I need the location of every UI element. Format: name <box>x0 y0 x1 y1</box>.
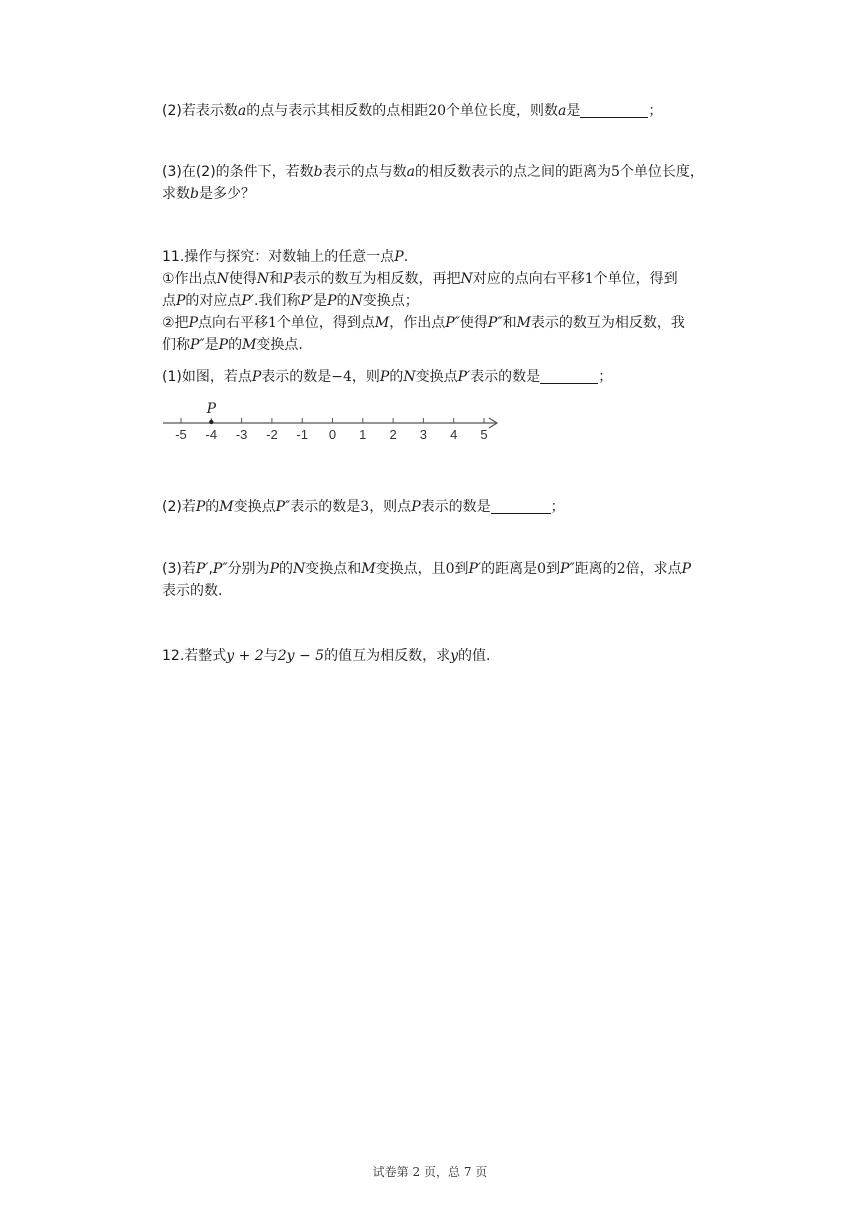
q11-part1: (1)如图，若点P表示的数是−4，则P的N变换点P′表示的数是 ； <box>162 369 613 385</box>
q11-rule2-line2: 们称P″是P的M变换点. <box>162 337 303 353</box>
answer-blank <box>540 369 598 384</box>
q10-part2: (2)若表示数a的点与表示其相反数的点相距20个单位长度，则数a是 ； <box>162 103 663 119</box>
tick-label: 5 <box>480 427 488 442</box>
q12: 12.若整式y + 2与2y − 5的值互为相反数，求y的值. <box>162 648 491 664</box>
tick-label: 4 <box>450 427 458 442</box>
q10-part3-line2: 求数b是多少？ <box>162 186 255 202</box>
q11-part3-line2: 表示的数. <box>162 583 223 599</box>
tick-label: 1 <box>359 427 367 442</box>
q11-rule1: ①作出点N使得N和P表示的数互为相反数，再把N对应的点向右平移1个单位，得到 <box>162 271 678 287</box>
point-p-label: P <box>206 401 217 417</box>
page-footer: 试卷第 2 页，总 7 页 <box>372 1165 488 1179</box>
point-p-marker <box>209 420 213 424</box>
answer-blank <box>580 103 648 118</box>
tick-label: -2 <box>266 427 278 442</box>
answer-blank <box>491 499 551 514</box>
q11-rule2: ②把P点向右平移1个单位，得到点M，作出点P″使得P″和M表示的数互为相反数，我 <box>162 315 685 331</box>
tick-label: -1 <box>296 427 308 442</box>
tick-label: 2 <box>389 427 397 442</box>
q11-part3: (3)若P′,P″分别为P的N变换点和M变换点，且0到P′的距离是0到P″距离的2倍，求点P <box>162 561 692 577</box>
tick-label: -3 <box>235 427 248 442</box>
q10-part3: (3)在(2)的条件下，若数b表示的点与数a的相反数表示的点之间的距离为5个单位长度， <box>162 164 704 180</box>
q11-intro: 11.操作与探究：对数轴上的任意一点P. <box>162 249 409 265</box>
tick-label: 0 <box>328 427 337 442</box>
tick-label: -4 <box>205 427 218 442</box>
q11-part2: (2)若P的M变换点P″表示的数是3，则点P表示的数是 ； <box>162 499 565 515</box>
number-line-figure <box>160 395 505 447</box>
tick-label: -5 <box>175 427 187 442</box>
q11-rule1-line2: 点P的对应点P′.我们称P′是P的N变换点； <box>162 293 419 309</box>
tick-label: 3 <box>419 427 428 442</box>
